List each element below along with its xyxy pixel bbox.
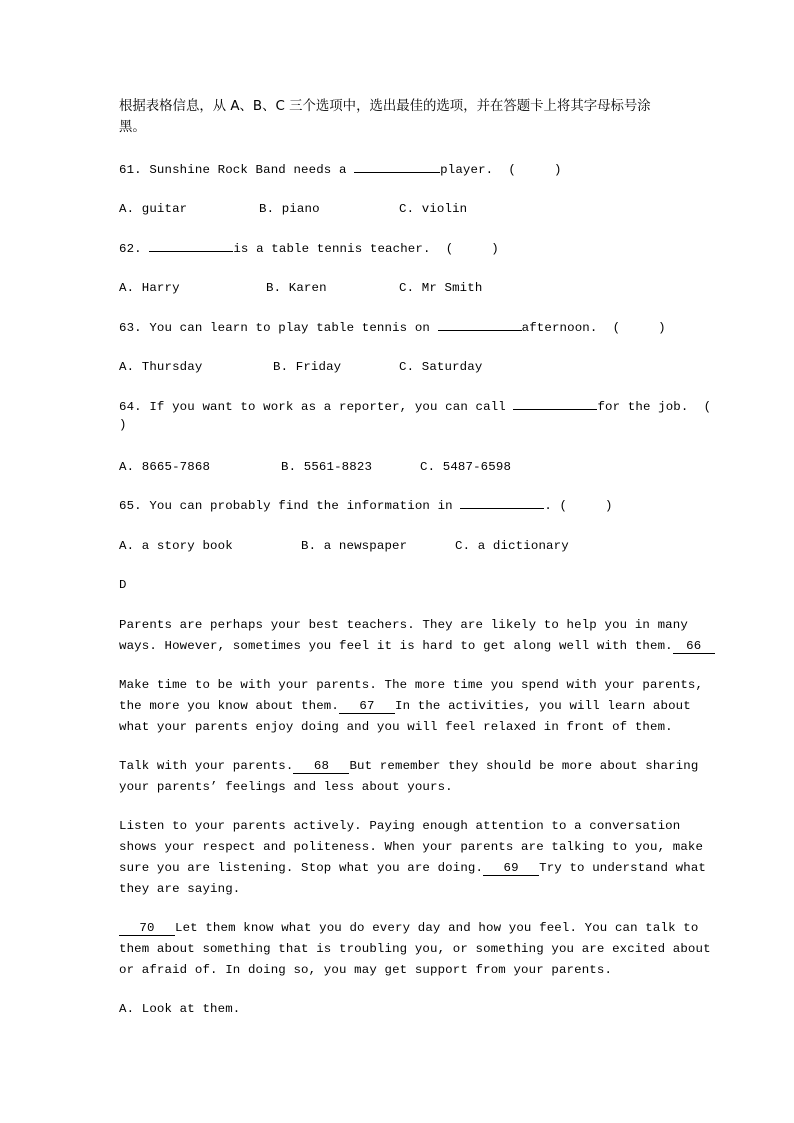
passage-p1-line-1: Parents are perhaps your best teachers. They are likely to help you in many [119,618,688,632]
instructions-line-2: 黑。 [119,120,146,135]
question-63-tail: afternoon. ( ) [521,321,666,335]
option-64-b: B. 5561-8823 [281,460,373,474]
question-64-text: 64. If you want to work as a reporter, you can call [119,400,514,414]
option-64-c: C. 5487-6598 [420,460,512,474]
option-64-a: A. 8665-7868 [119,460,211,474]
option-61-a: A. guitar [119,202,188,216]
passage-text: the more you know about them. [119,699,339,713]
blank-70: 70 [119,921,175,936]
question-65-text: 65. You can probably find the information in [119,499,461,513]
blank-67: 67 [339,699,395,714]
option-62-a: A. Harry [119,281,180,295]
option-61-c: C. violin [399,202,468,216]
passage-p4-line-2: shows your respect and politeness. When your parents are talking to you, make [119,840,704,854]
question-61 [119,160,562,178]
blank-68: 68 [293,759,349,774]
blank-69: 69 [483,861,539,876]
answer-blank [460,496,544,509]
option-62-b: B. Karen [266,281,327,295]
question-65 [119,496,613,514]
passage-p4-line-3 [119,860,706,876]
question-63 [119,318,666,336]
question-61-text: 61. Sunshine Rock Band needs a [119,163,355,177]
passage-p1-line-2 [119,638,715,654]
option-63-c: C. Saturday [399,360,483,374]
question-62 [119,239,499,257]
instructions-line-1: 根据表格信息，从 A、B、C 三个选项中，选出最佳的选项，并在答题卡上将其字母标号涂 [119,99,651,114]
passage-text: sure you are listening. Stop what you are doing. [119,861,484,875]
option-65-c: C. a dictionary [455,539,569,553]
passage-p3-line-1 [119,758,698,774]
passage-text: Try to understand what [539,861,706,875]
blank-66: 66 [673,639,715,654]
passage-p2-line-3: what your parents enjoy doing and you will feel relaxed in front of them. [119,720,673,734]
passage-p2-line-1: Make time to be with your parents. The more time you spend with your parents, [119,678,704,692]
answer-blank [354,160,440,173]
passage-text: But remember they should be more about sharing [349,759,699,773]
question-62-text: 62. [119,242,150,256]
option-65-a: A. a story book [119,539,233,553]
option-61-b: B. piano [259,202,320,216]
section-label: D [119,578,127,592]
answer-blank [513,397,597,410]
answer-option-a: A. Look at them. [119,1002,241,1016]
passage-p3-line-2: your parents’ feelings and less about yours. [119,780,453,794]
passage-text: In the activities, you will learn about [394,699,691,713]
option-65-b: B. a newspaper [301,539,408,553]
passage-text: ways. However, sometimes you feel it is hard to get along well with them. [119,639,673,653]
question-64 [119,397,711,415]
option-63-b: B. Friday [273,360,342,374]
passage-text: Talk with your parents. [119,759,294,773]
answer-blank [149,239,233,252]
question-64-line-2: ) [119,418,127,432]
answer-blank [438,318,522,331]
question-64-tail: for the job. ( [597,400,712,414]
passage-p2-line-2 [119,698,691,714]
passage-p5-line-1 [119,920,698,936]
passage-p4-line-1: Listen to your parents actively. Paying enough attention to a conversation [119,819,681,833]
passage-p4-line-4: they are saying. [119,882,241,896]
option-62-c: C. Mr Smith [399,281,483,295]
question-61-tail: player. ( ) [440,163,562,177]
passage-text: Let them know what you do every day and how you feel. You can talk to [175,921,699,935]
option-63-a: A. Thursday [119,360,203,374]
passage-p5-line-3: or afraid of. In doing so, you may get support from your parents. [119,963,613,977]
question-65-tail: . ( ) [544,499,613,513]
question-63-text: 63. You can learn to play table tennis on [119,321,438,335]
question-62-tail: is a table tennis teacher. ( ) [233,242,499,256]
passage-p5-line-2: them about something that is troubling you, or something you are excited about [119,942,711,956]
